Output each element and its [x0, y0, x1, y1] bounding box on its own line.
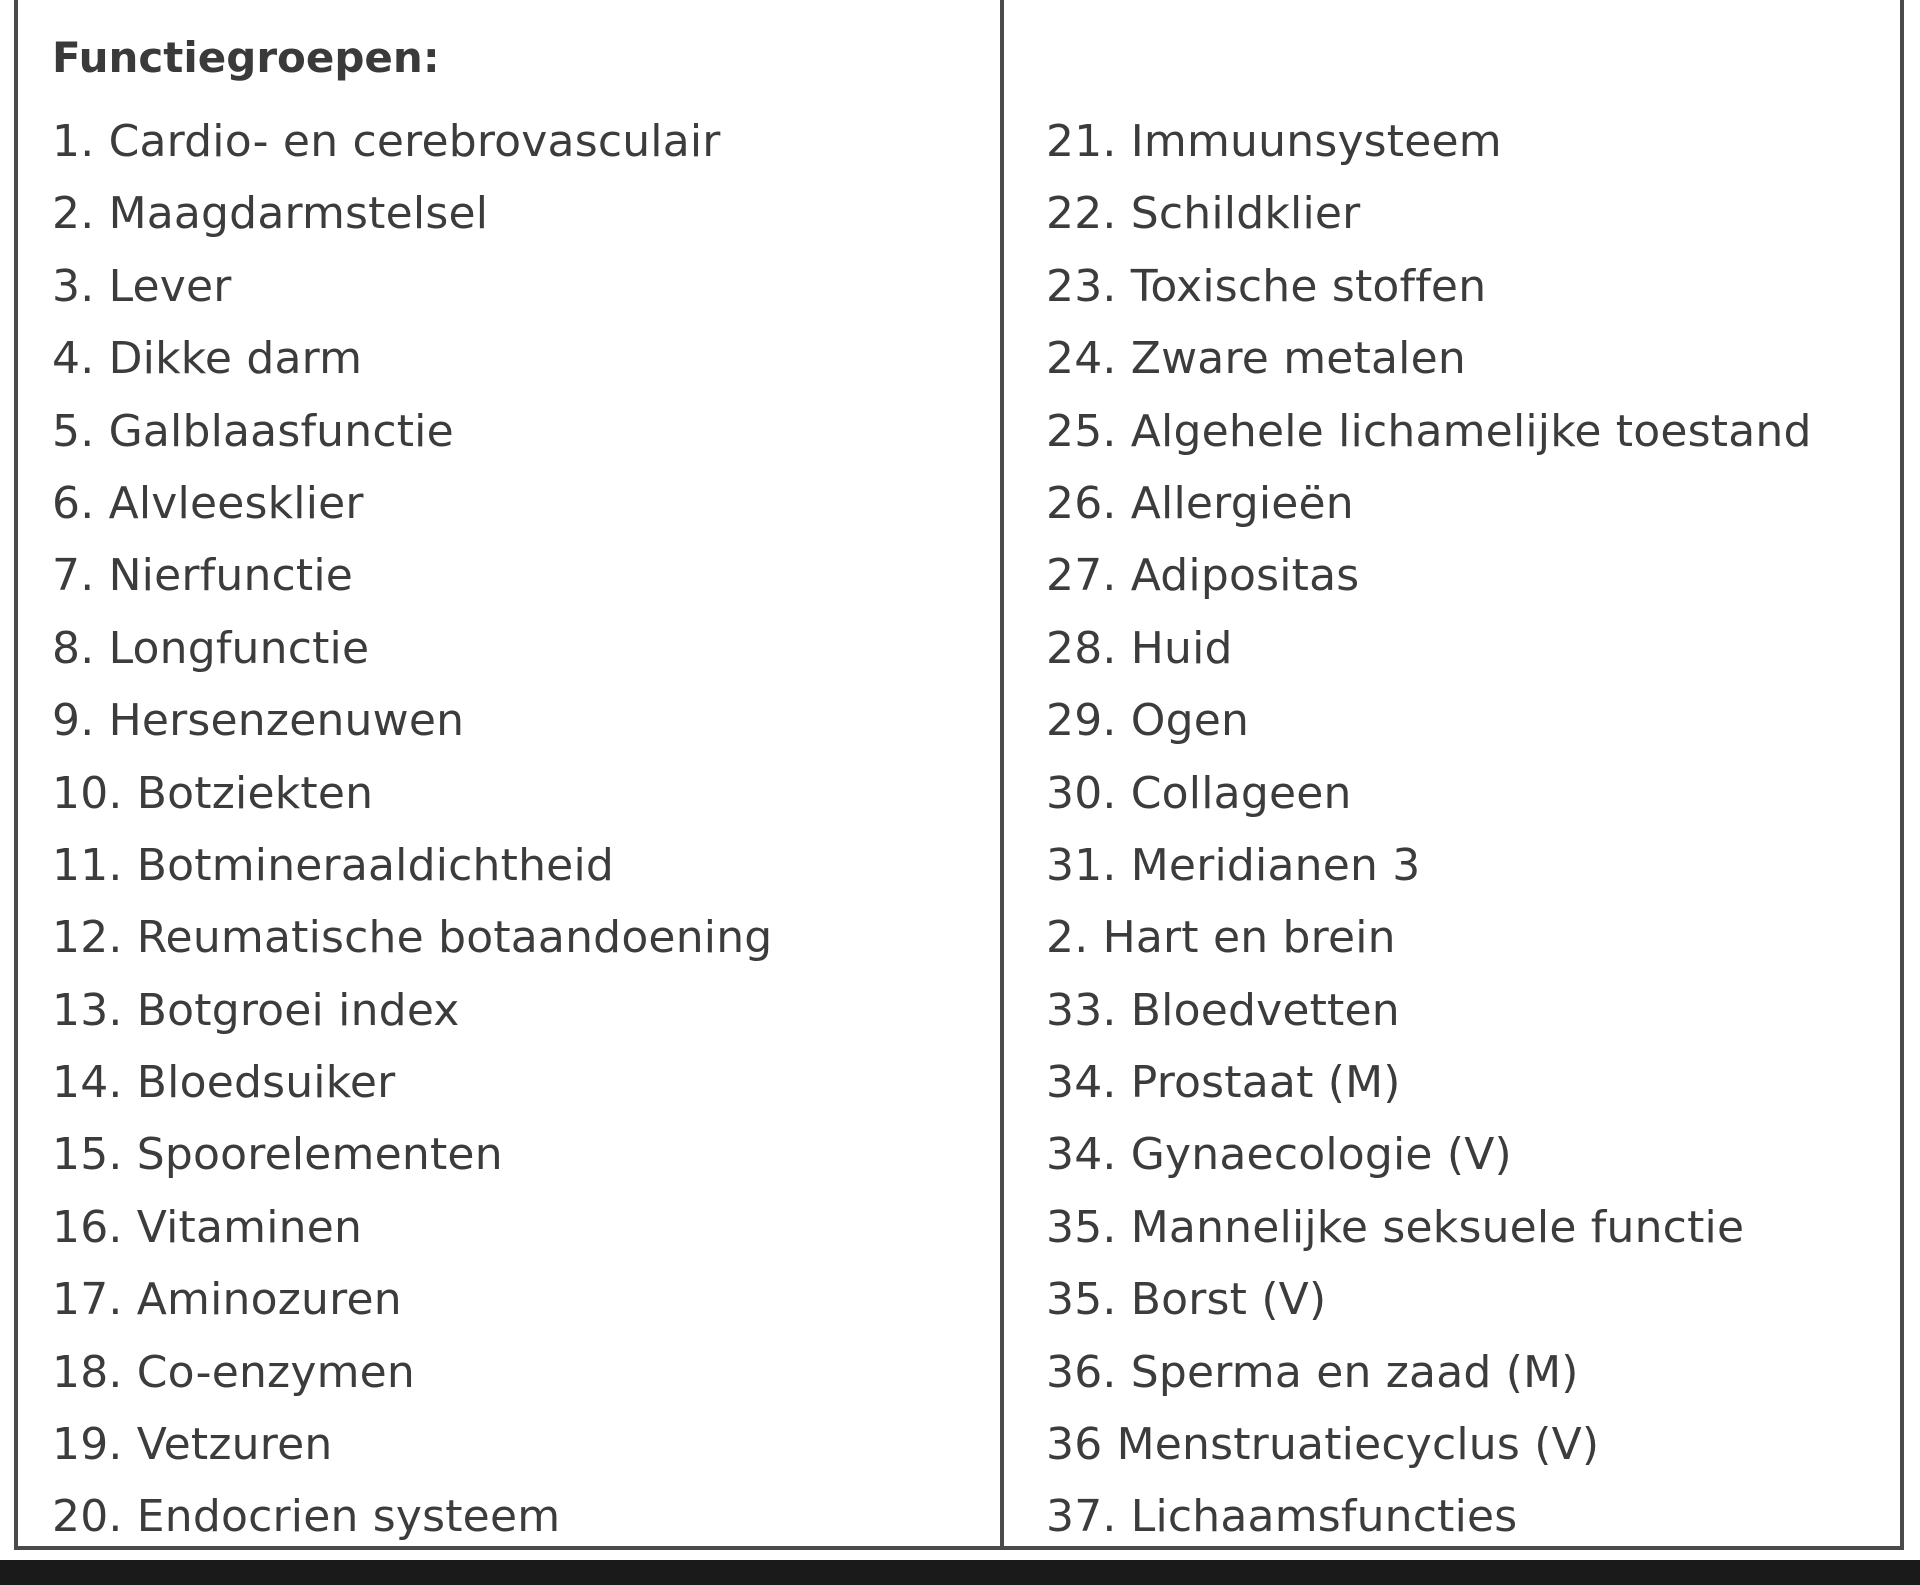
list-item: 18. Co-enzymen: [52, 1346, 416, 1398]
list-item: 20. Endocrien systeem: [52, 1491, 561, 1543]
list-item: 26. Allergieën: [1046, 477, 1354, 529]
list-item: 34. Gynaecologie (V): [1046, 1129, 1512, 1181]
list-item: 21. Immuunsysteem: [1046, 116, 1502, 167]
list-item: 8. Longfunctie: [52, 622, 370, 674]
right-column-list: [1046, 106, 1812, 1554]
list-item: 19. Vetzuren: [52, 1419, 333, 1471]
list-item: 9. Hersenzenuwen: [52, 695, 465, 747]
list-item: 2. Hart en brein: [1046, 912, 1396, 964]
list-item: 3. Lever: [52, 260, 232, 312]
list-item: 31. Meridianen 3: [1046, 839, 1421, 891]
list-item: 1. Cardio- en cerebrovasculair: [52, 116, 721, 167]
column-divider: [1000, 0, 1004, 1550]
bottom-edge-bar: [0, 1560, 1920, 1585]
list-item: 13. Botgroei index: [52, 984, 460, 1036]
list-item: 37. Lichaamsfuncties: [1046, 1491, 1518, 1543]
list-item: 15. Spoorelementen: [52, 1129, 503, 1181]
list-item: 22. Schildklier: [1046, 188, 1361, 240]
list-item: 30. Collageen: [1046, 767, 1352, 819]
list-item: 27. Adipositas: [1046, 550, 1360, 602]
list-item: 24. Zware metalen: [1046, 333, 1466, 385]
list-item: 7. Nierfunctie: [52, 550, 354, 602]
left-column-list: [52, 106, 772, 1554]
list-item: 35. Borst (V): [1046, 1274, 1327, 1326]
list-item: 14. Bloedsuiker: [52, 1057, 396, 1109]
list-item: 25. Algehele lichamelijke toestand: [1046, 405, 1812, 457]
list-item: 16. Vitaminen: [52, 1201, 363, 1253]
list-item: 12. Reumatische botaandoening: [52, 912, 773, 964]
list-item: 28. Huid: [1046, 622, 1233, 674]
list-item: 35. Mannelijke seksuele functie: [1046, 1201, 1745, 1253]
list-item: 36. Sperma en zaad (M): [1046, 1346, 1579, 1398]
list-item: 2. Maagdarmstelsel: [52, 188, 489, 240]
list-item: 23. Toxische stoffen: [1046, 260, 1487, 312]
list-item: 4. Dikke darm: [52, 333, 363, 385]
list-item: 34. Prostaat (M): [1046, 1057, 1401, 1109]
list-item: 17. Aminozuren: [52, 1274, 402, 1326]
list-item: 11. Botmineraaldichtheid: [52, 839, 614, 891]
table-heading: Functiegroepen:: [52, 33, 440, 82]
list-item: 29. Ogen: [1046, 695, 1250, 747]
list-item: 5. Galblaasfunctie: [52, 405, 454, 457]
list-item: 36 Menstruatiecyclus (V): [1046, 1419, 1600, 1471]
list-item: 6. Alvleesklier: [52, 477, 364, 529]
list-item: 33. Bloedvetten: [1046, 984, 1400, 1036]
list-item: 10. Botziekten: [52, 767, 374, 819]
